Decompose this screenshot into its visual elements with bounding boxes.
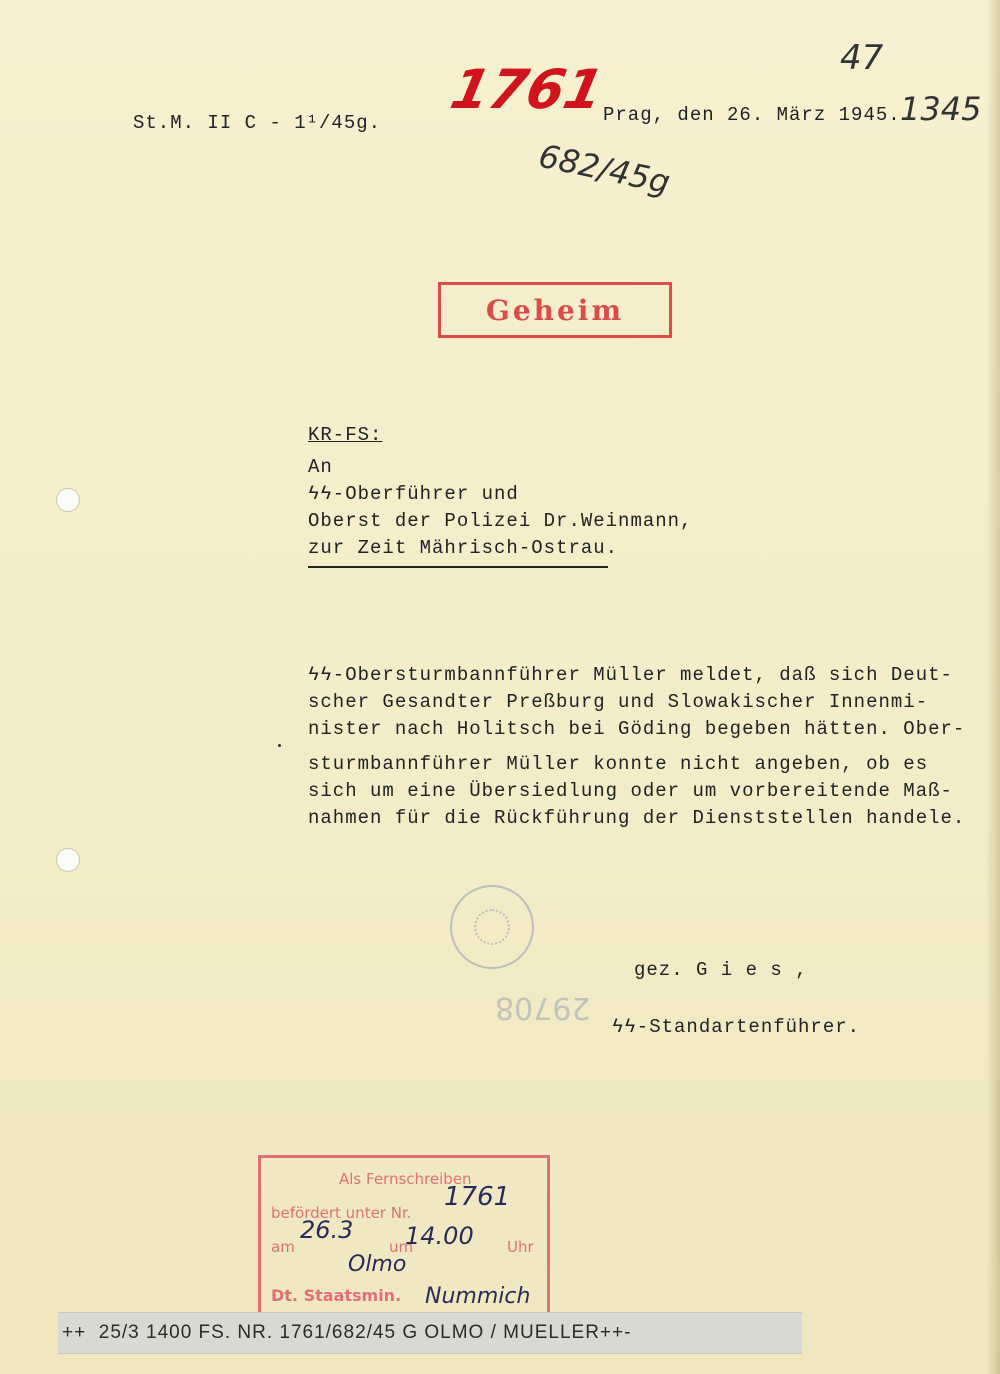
stamp-hand-number: 1761: [444, 1182, 511, 1212]
stamp-hand-via: Olmo: [348, 1252, 407, 1277]
transmission-channel: KR-FS:: [308, 424, 383, 446]
body-line: nister nach Holitsch bei Göding begeben hätten. Ober-: [308, 718, 966, 740]
stamp-line: Uhr: [507, 1238, 534, 1256]
body-line: sturmbannführer Müller konnte nicht angeben, ob es: [308, 753, 929, 775]
body-line: sich um eine Übersiedlung oder um vorbereitende Maß-: [308, 780, 953, 802]
paper-edge-shadow: [986, 0, 1000, 1374]
address-line: ϟϟ-Oberführer und: [308, 483, 519, 505]
address-underline: [308, 566, 608, 568]
stamp-line: Dt. Staatsmin.: [271, 1286, 402, 1305]
stamp-line: am: [271, 1238, 295, 1256]
file-reference: St.M. II C - 1¹/45g.: [133, 112, 382, 134]
red-handwritten-number: 1761: [445, 58, 609, 121]
body-line: nahmen für die Rückführung der Dienststellen handele.: [308, 807, 966, 829]
stamp-line: befördert unter Nr.: [271, 1204, 412, 1222]
body-line: scher Gesandter Preßburg und Slowakischer Innenmi-: [308, 691, 929, 713]
signed-by: gez. G i e s ,: [634, 959, 808, 981]
stamp-hand-signature: Nummich: [425, 1284, 531, 1309]
address-line: zur Zeit Mährisch-Ostrau.: [308, 537, 619, 559]
address-line: An: [308, 456, 333, 478]
stamp-line: um: [389, 1238, 414, 1256]
faint-seal-stamp: [450, 885, 534, 969]
stamp-hand-time: 14.00: [405, 1222, 474, 1250]
punch-hole-top: [56, 488, 80, 512]
teleprinter-tape-text: ++ 25/3 1400 FS. NR. 1761/682/45 G OLMO / MUELLER++-: [62, 1322, 632, 1343]
body-line: ϟϟ-Obersturmbannführer Müller meldet, daß sich Deut-: [308, 664, 953, 686]
stamp-line: Als Fernschreiben: [339, 1170, 472, 1188]
secret-stamp: Geheim: [438, 282, 672, 338]
stamp-hand-date: 26.3: [300, 1216, 354, 1244]
pencil-number-top: 47: [840, 38, 884, 78]
pencil-fraction: 682/45g: [535, 136, 674, 202]
signer-rank: ϟϟ-Standartenführer.: [612, 1016, 861, 1038]
ink-dot: [278, 744, 281, 747]
pencil-number-right: 1345: [900, 90, 982, 128]
date-line: Prag, den 26. März 1945.: [603, 104, 901, 126]
punch-hole-bottom: [56, 848, 80, 872]
ghost-stamp-number: 29708: [495, 990, 591, 1025]
address-line: Oberst der Polizei Dr.Weinmann,: [308, 510, 693, 532]
